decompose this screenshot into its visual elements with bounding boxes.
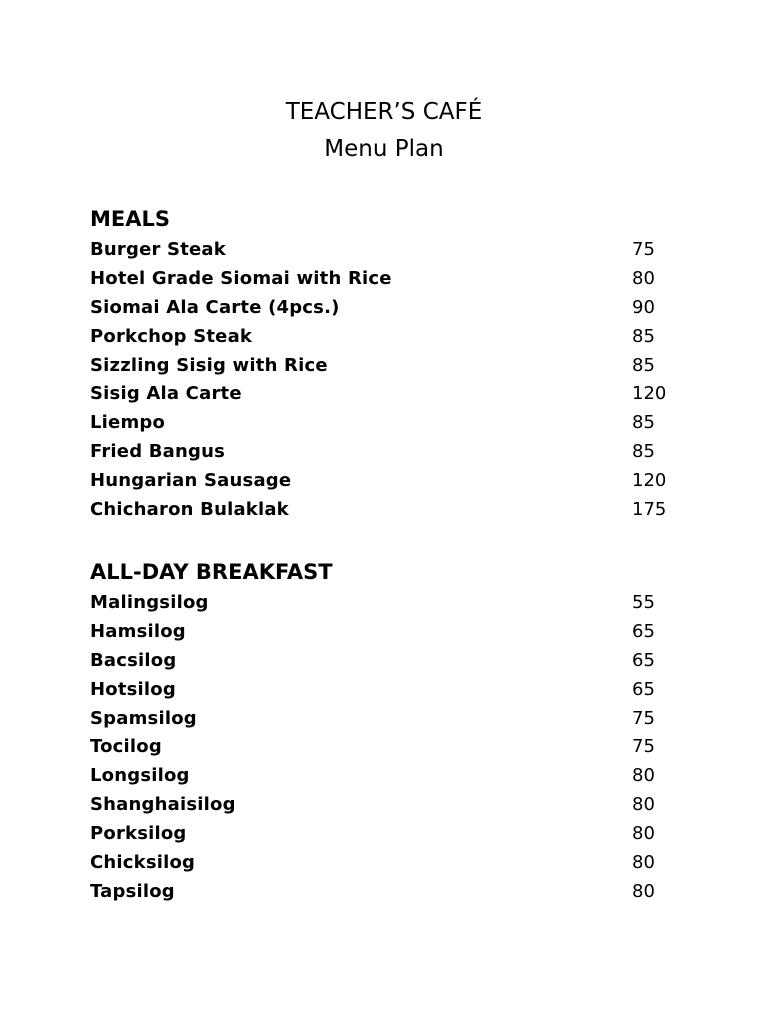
breakfast-heading: ALL-DAY BREAKFAST	[90, 560, 333, 584]
page-title: TEACHER’S CAFÉ	[285, 99, 483, 125]
item-price: 80	[632, 852, 655, 874]
menu-item	[90, 849, 690, 878]
item-price: 80	[632, 267, 655, 289]
menu-item	[90, 618, 690, 647]
menu-item	[90, 265, 690, 294]
page-subtitle: Menu Plan	[324, 136, 444, 162]
item-price: 90	[632, 296, 655, 318]
menu-item	[90, 733, 690, 762]
menu-item	[90, 352, 690, 381]
item-price: 85	[632, 354, 655, 376]
item-name: Hungarian Sausage	[90, 470, 292, 492]
item-name: Sisig Ala Carte	[90, 383, 242, 405]
item-price: 65	[632, 649, 655, 671]
item-price: 85	[632, 441, 655, 463]
menu-item	[90, 323, 690, 352]
meals-list	[90, 236, 690, 525]
item-price: 85	[632, 412, 655, 434]
menu-item	[90, 467, 690, 496]
meals-section	[90, 205, 690, 525]
item-name: Porkchop Steak	[90, 325, 253, 347]
item-name: Malingsilog	[90, 592, 209, 613]
menu-item	[90, 380, 690, 409]
menu-item	[90, 820, 690, 849]
item-name: Shanghaisilog	[90, 794, 236, 816]
item-price: 80	[632, 823, 655, 845]
item-price: 75	[632, 736, 655, 758]
menu-item	[90, 438, 690, 467]
item-name: Bacsilog	[90, 649, 177, 671]
item-name: Fried Bangus	[90, 441, 226, 463]
item-price: 80	[632, 794, 655, 816]
menu-item	[90, 409, 690, 438]
item-price: 75	[632, 239, 655, 260]
item-name: Hotel Grade Siomai with Rice	[90, 267, 392, 289]
menu-item	[90, 762, 690, 791]
breakfast-list	[90, 589, 690, 907]
menu-item	[90, 236, 690, 265]
item-price: 80	[632, 880, 655, 902]
item-name: Longsilog	[90, 765, 190, 787]
item-name: Sizzling Sisig with Rice	[90, 354, 328, 376]
meals-heading: MEALS	[90, 207, 171, 231]
item-name: Siomai Ala Carte (4pcs.)	[90, 296, 340, 318]
item-price: 65	[632, 678, 655, 700]
item-price: 55	[632, 592, 655, 613]
menu-item	[90, 791, 690, 820]
breakfast-section	[90, 558, 690, 907]
menu-item	[90, 676, 690, 705]
item-price: 85	[632, 325, 655, 347]
item-price: 120	[632, 383, 667, 405]
item-price: 75	[632, 707, 655, 729]
item-name: Porksilog	[90, 823, 187, 845]
menu-item	[90, 589, 690, 618]
item-price: 120	[632, 470, 667, 492]
item-price: 65	[632, 620, 655, 642]
item-name: Tocilog	[90, 736, 162, 758]
item-name: Hamsilog	[90, 620, 186, 642]
item-name: Burger Steak	[90, 239, 226, 260]
item-name: Chicksilog	[90, 852, 196, 874]
item-name: Tapsilog	[90, 880, 175, 902]
menu-item	[90, 496, 690, 525]
item-name: Liempo	[90, 412, 166, 434]
menu-item	[90, 294, 690, 323]
item-name: Chicharon Bulaklak	[90, 499, 289, 521]
menu-item	[90, 878, 690, 907]
menu-item	[90, 705, 690, 734]
menu-item	[90, 647, 690, 676]
item-name: Spamsilog	[90, 707, 197, 729]
item-name: Hotsilog	[90, 678, 176, 700]
item-price: 175	[632, 499, 667, 521]
item-price: 80	[632, 765, 655, 787]
